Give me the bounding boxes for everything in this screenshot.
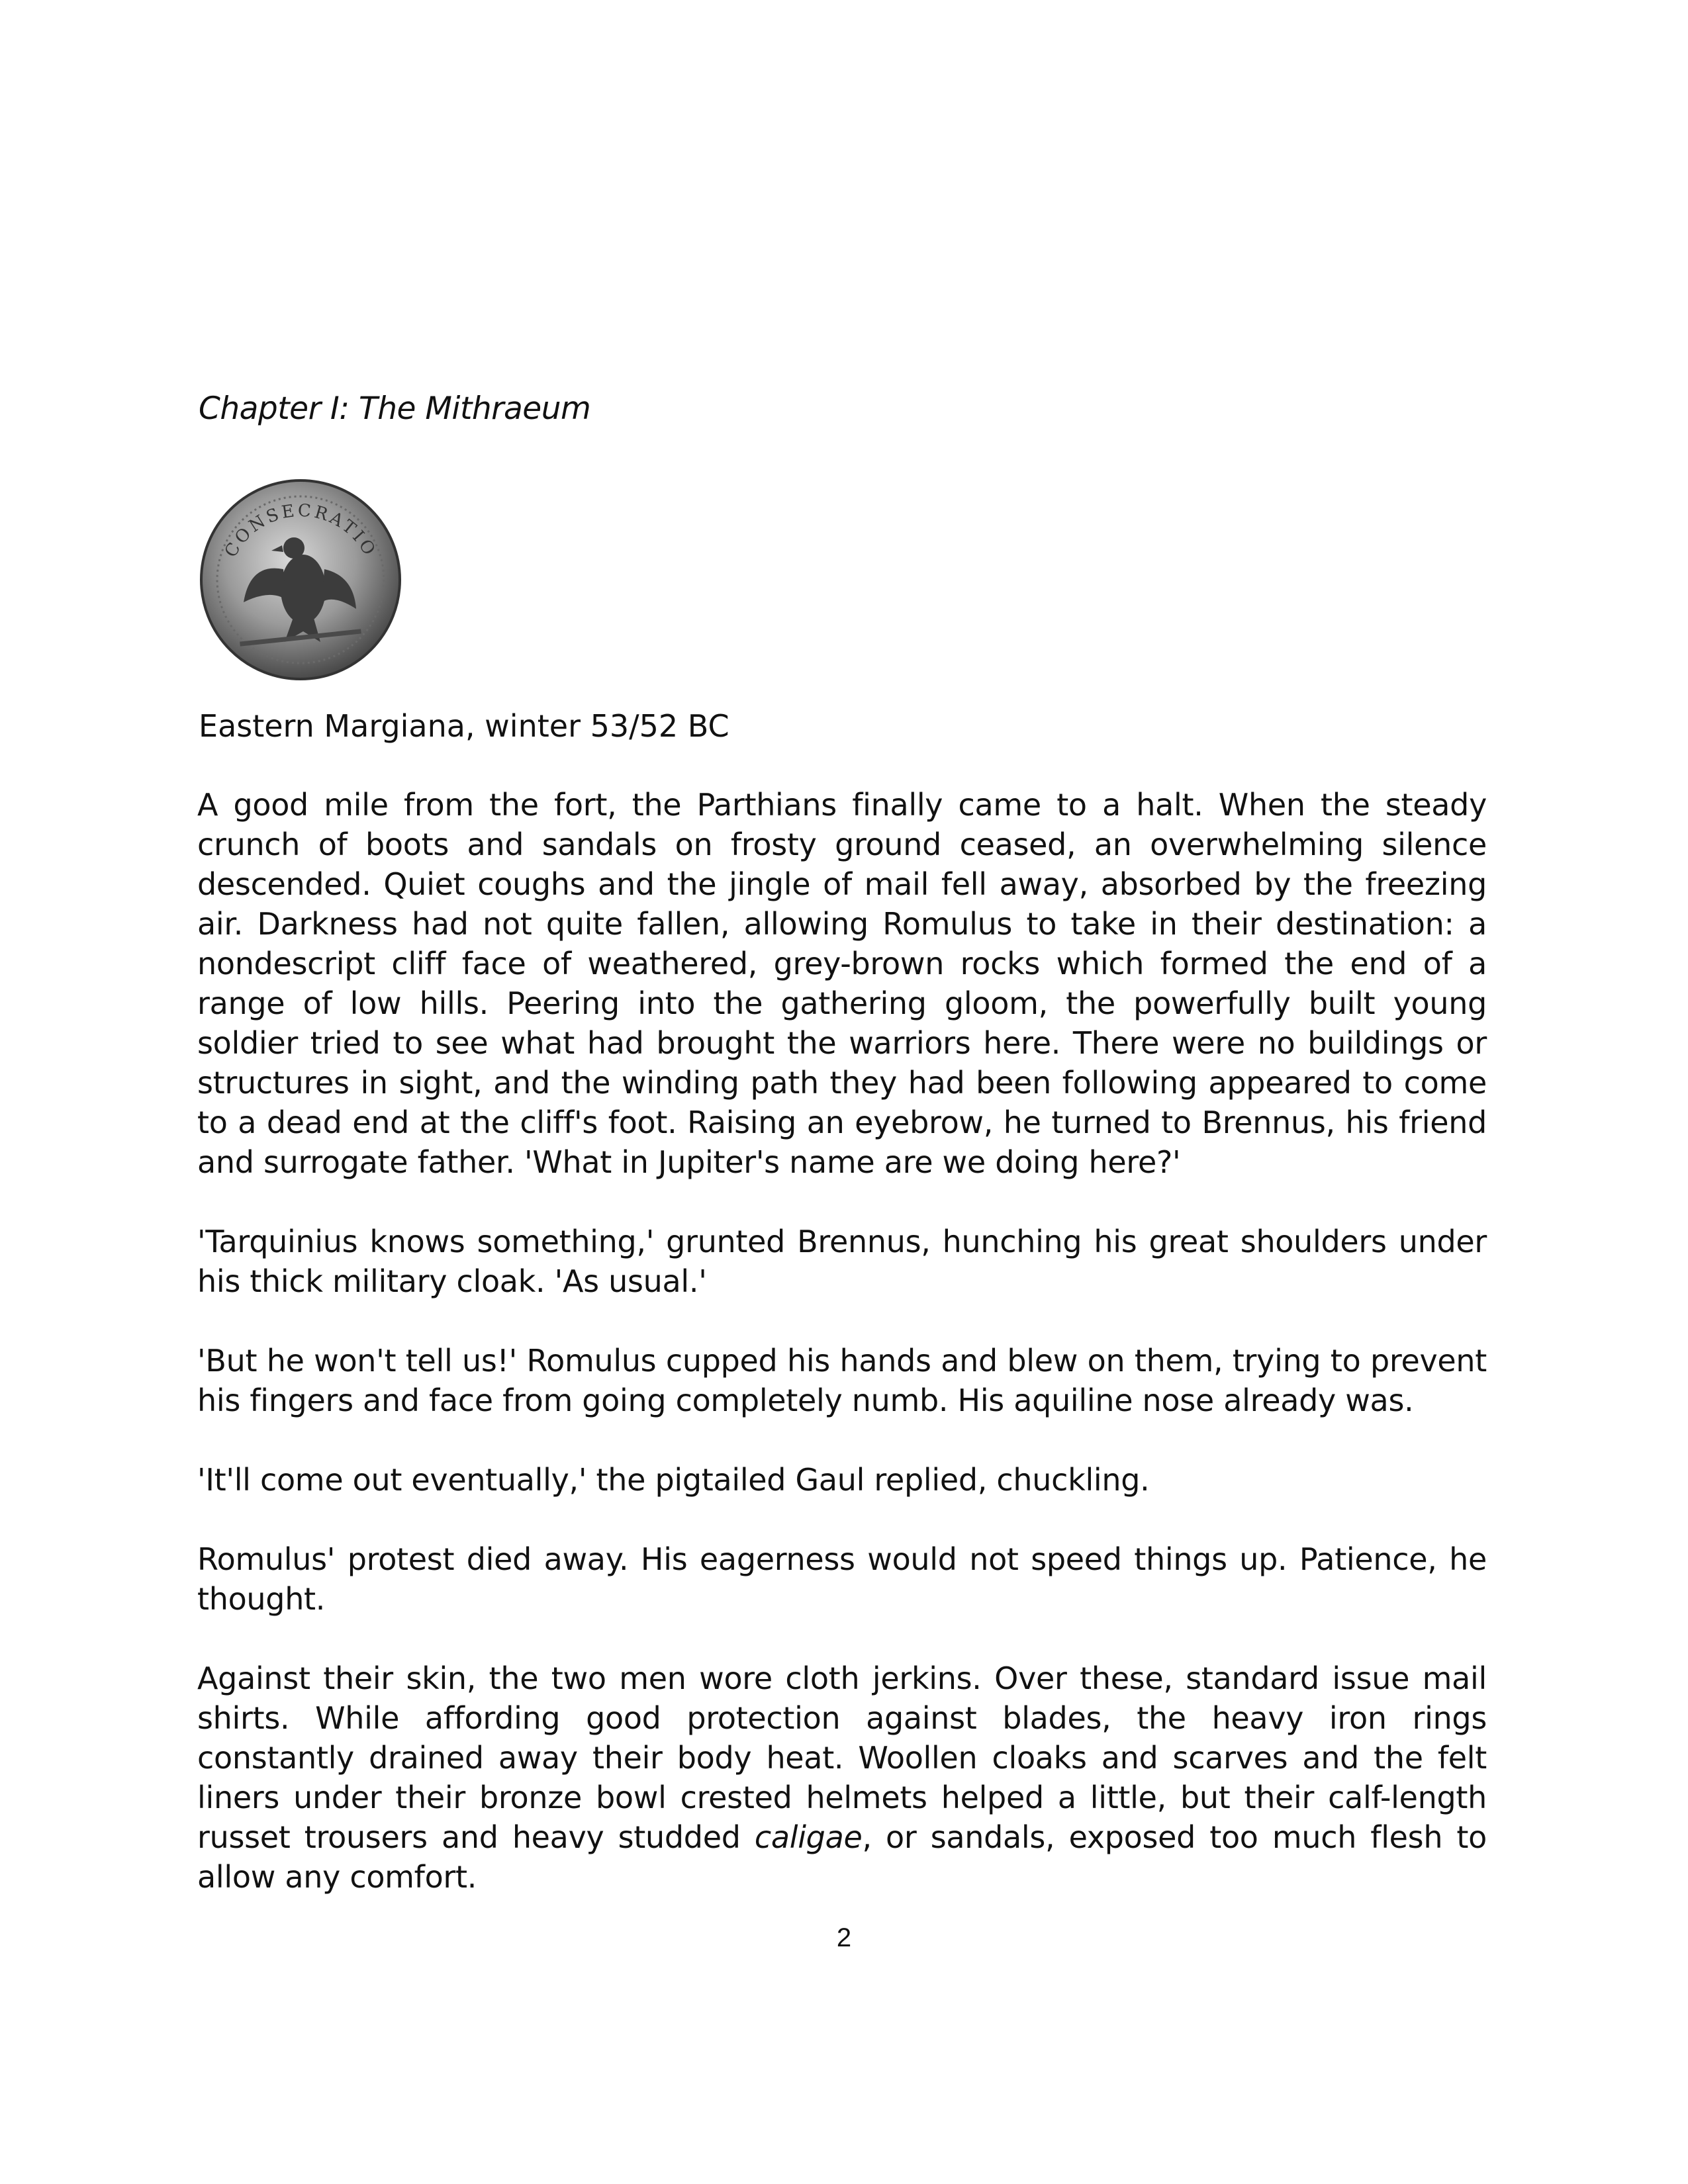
- paragraph: 'Tarquinius knows something,' grunted Brennus, hunching his great shoulders under his thick military cloak. 'As usual.': [197, 1224, 1487, 1299]
- story-body: [197, 785, 1487, 1936]
- roman-coin-eagle-icon: [197, 477, 404, 683]
- paragraph: 'It'll come out eventually,' the pigtailed Gaul replied, chuckling.: [197, 1462, 1150, 1498]
- place-date-line: Eastern Margiana, winter 53/52 BC: [199, 708, 729, 744]
- page-number: 2: [836, 1923, 852, 1952]
- paragraph-text: , or sandals, exposed too much flesh to allow any comfort.: [197, 1819, 1487, 1895]
- paragraph: 'But he won't tell us!' Romulus cupped his hands and blew on them, trying to prevent his fingers and face from going completely numb. His aquiline nose already was.: [197, 1343, 1487, 1418]
- paragraph: A good mile from the fort, the Parthians finally came to a halt. When the steady crunch of boots and sandals on frosty ground ceased, an overwhelming silence descended. Quiet coughs and the jingle of mail fell away, absorbed by the freezing air. Darkness had not quite fallen, allowing Romulus to take in their destination: a nondescript cliff face of weathered, grey-brown rocks which formed the end of a range of low hills. Peering into the gathering gloom, the powerfully built young soldier tried to see what had brought the warriors here. There were no buildings or structures in sight, and the winding path they had been following appeared to come to a dead end at the cliff's foot. Raising an eyebrow, he turned to Brennus, his friend and surrogate father. 'What in Jupiter's name are we doing here?': [197, 787, 1487, 1180]
- italic-term: caligae: [754, 1819, 863, 1855]
- paragraph: Romulus' protest died away. His eagerness would not speed things up. Patience, he thought.: [197, 1541, 1487, 1617]
- svg-text:CONSECRATIO: CONSECRATIO: [220, 500, 381, 561]
- chapter-title: Chapter I: The Mithraeum: [199, 390, 591, 427]
- paragraph: [197, 1659, 1487, 1897]
- paragraph-text: Against their skin, the two men wore cloth jerkins. Over these, standard issue mail shirts. While affording good protection against blades, the heavy iron rings constantly drained away their body heat. Woollen cloaks and scarves and the felt liners under their bronze bowl crested helmets helped a little, but their calf-length russet trousers and heavy studded: [197, 1661, 1487, 1855]
